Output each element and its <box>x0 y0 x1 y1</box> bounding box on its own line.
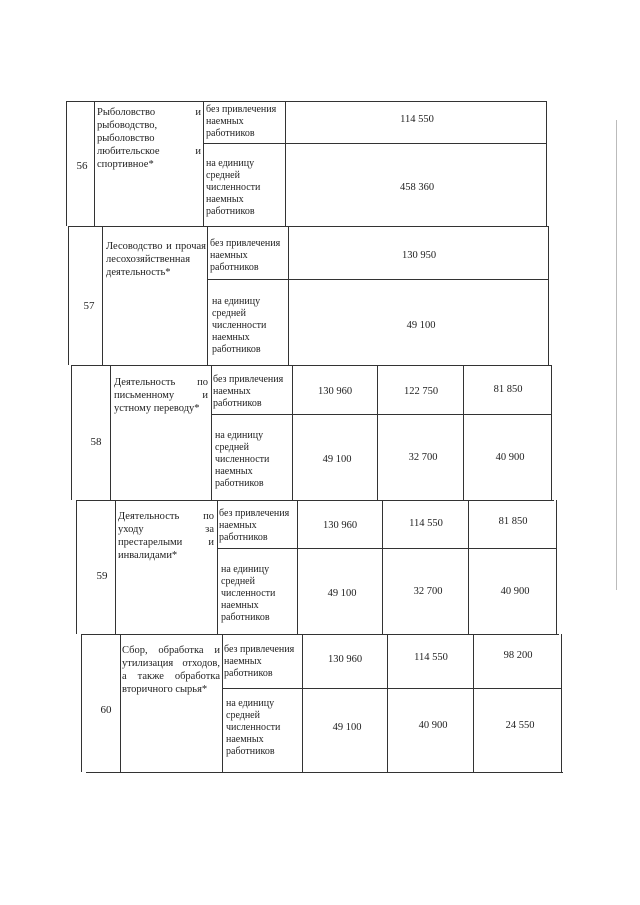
table-border <box>217 500 218 634</box>
table-border <box>285 101 286 226</box>
scan-artifact <box>616 120 617 590</box>
table-border <box>66 101 67 226</box>
condition-label: на единицу средней численности наемных работников <box>212 296 267 355</box>
condition-label: на единицу средней численности наемных работников <box>221 564 276 623</box>
value-cell: 122 750 <box>403 386 439 397</box>
condition-label: без привлечения наемных работников <box>219 508 290 543</box>
value-cell: 49 100 <box>322 454 352 465</box>
value-cell: 32 700 <box>408 452 438 463</box>
value-cell: 40 900 <box>500 586 530 597</box>
condition-label: без привлечения наемных работников <box>210 238 281 273</box>
row-number: 59 <box>96 570 108 582</box>
activity-name: Рыболовство и рыбоводство, рыболовство любительское и спортивное* <box>97 107 201 170</box>
activity-name: Деятельность по уходу за престарелыми и инвалидами* <box>118 511 214 561</box>
value-cell: 458 360 <box>399 182 435 193</box>
table-border <box>110 365 111 500</box>
table-border <box>382 500 383 634</box>
table-border <box>546 101 547 226</box>
value-cell: 49 100 <box>332 722 362 733</box>
condition-label: без привлечения наемных работников <box>224 644 295 679</box>
value-cell: 130 960 <box>327 654 363 665</box>
table-border <box>468 500 469 634</box>
activity-name: Лесоводство и прочая лесохозяйственная деятельность* <box>106 241 206 278</box>
table-border <box>207 279 549 280</box>
table-border <box>222 688 561 689</box>
table-border <box>217 548 557 549</box>
table-border <box>211 365 212 500</box>
table-border <box>551 365 552 500</box>
table-border <box>81 634 82 772</box>
value-cell: 130 950 <box>401 250 437 261</box>
value-cell: 130 960 <box>322 520 358 531</box>
table-border <box>561 634 562 772</box>
row-number: 58 <box>90 436 102 448</box>
value-cell: 81 850 <box>493 384 523 395</box>
table-border <box>120 634 121 772</box>
table-border <box>297 500 298 634</box>
table-border <box>203 143 546 144</box>
table-border <box>71 365 551 366</box>
table-border <box>81 634 559 635</box>
table-border <box>102 226 103 365</box>
table-border <box>556 500 557 634</box>
value-cell: 32 700 <box>413 586 443 597</box>
value-cell: 114 550 <box>414 652 448 663</box>
table-border <box>76 500 554 501</box>
value-cell: 114 550 <box>400 114 434 125</box>
table-border <box>288 226 289 365</box>
table-border <box>68 226 548 227</box>
value-cell: 81 850 <box>498 516 528 527</box>
value-cell: 98 200 <box>503 650 533 661</box>
table-border <box>115 500 116 634</box>
value-cell: 49 100 <box>327 588 357 599</box>
condition-label: на единицу средней численности наемных работников <box>215 430 270 489</box>
table-border <box>68 226 69 365</box>
activity-name: Деятельность по письменному и устному переводу* <box>114 377 208 414</box>
row-number: 60 <box>100 704 112 716</box>
value-cell: 24 550 <box>505 720 535 731</box>
condition-label: без привлечения наемных работников <box>213 374 284 409</box>
table-border <box>302 634 303 772</box>
row-number: 57 <box>83 300 95 312</box>
condition-label: на единицу средней численности наемных работников <box>226 698 281 757</box>
table-border <box>207 226 208 365</box>
condition-label: на единицу средней численности наемных работников <box>206 158 261 217</box>
value-cell: 114 550 <box>409 518 443 529</box>
table-border <box>473 634 474 772</box>
table-border <box>86 772 563 773</box>
condition-label: без привлечения наемных работников <box>206 104 277 139</box>
table-border <box>377 365 378 500</box>
table-border <box>463 365 464 500</box>
table-border <box>203 101 204 226</box>
table-border <box>71 365 72 500</box>
table-border <box>387 634 388 772</box>
activity-name: Сбор, обработка и утилизация отходов, а также обработка вторичного сырья* <box>122 645 220 695</box>
value-cell: 130 960 <box>317 386 353 397</box>
value-cell: 40 900 <box>418 720 448 731</box>
value-cell: 40 900 <box>495 452 525 463</box>
table-border <box>222 634 223 772</box>
table-border <box>548 226 549 365</box>
table-border <box>292 365 293 500</box>
table-border <box>94 101 95 226</box>
table-border <box>66 101 546 102</box>
row-number: 56 <box>76 160 88 172</box>
table-border <box>211 414 552 415</box>
table-border <box>76 500 77 634</box>
value-cell: 49 100 <box>406 320 436 331</box>
